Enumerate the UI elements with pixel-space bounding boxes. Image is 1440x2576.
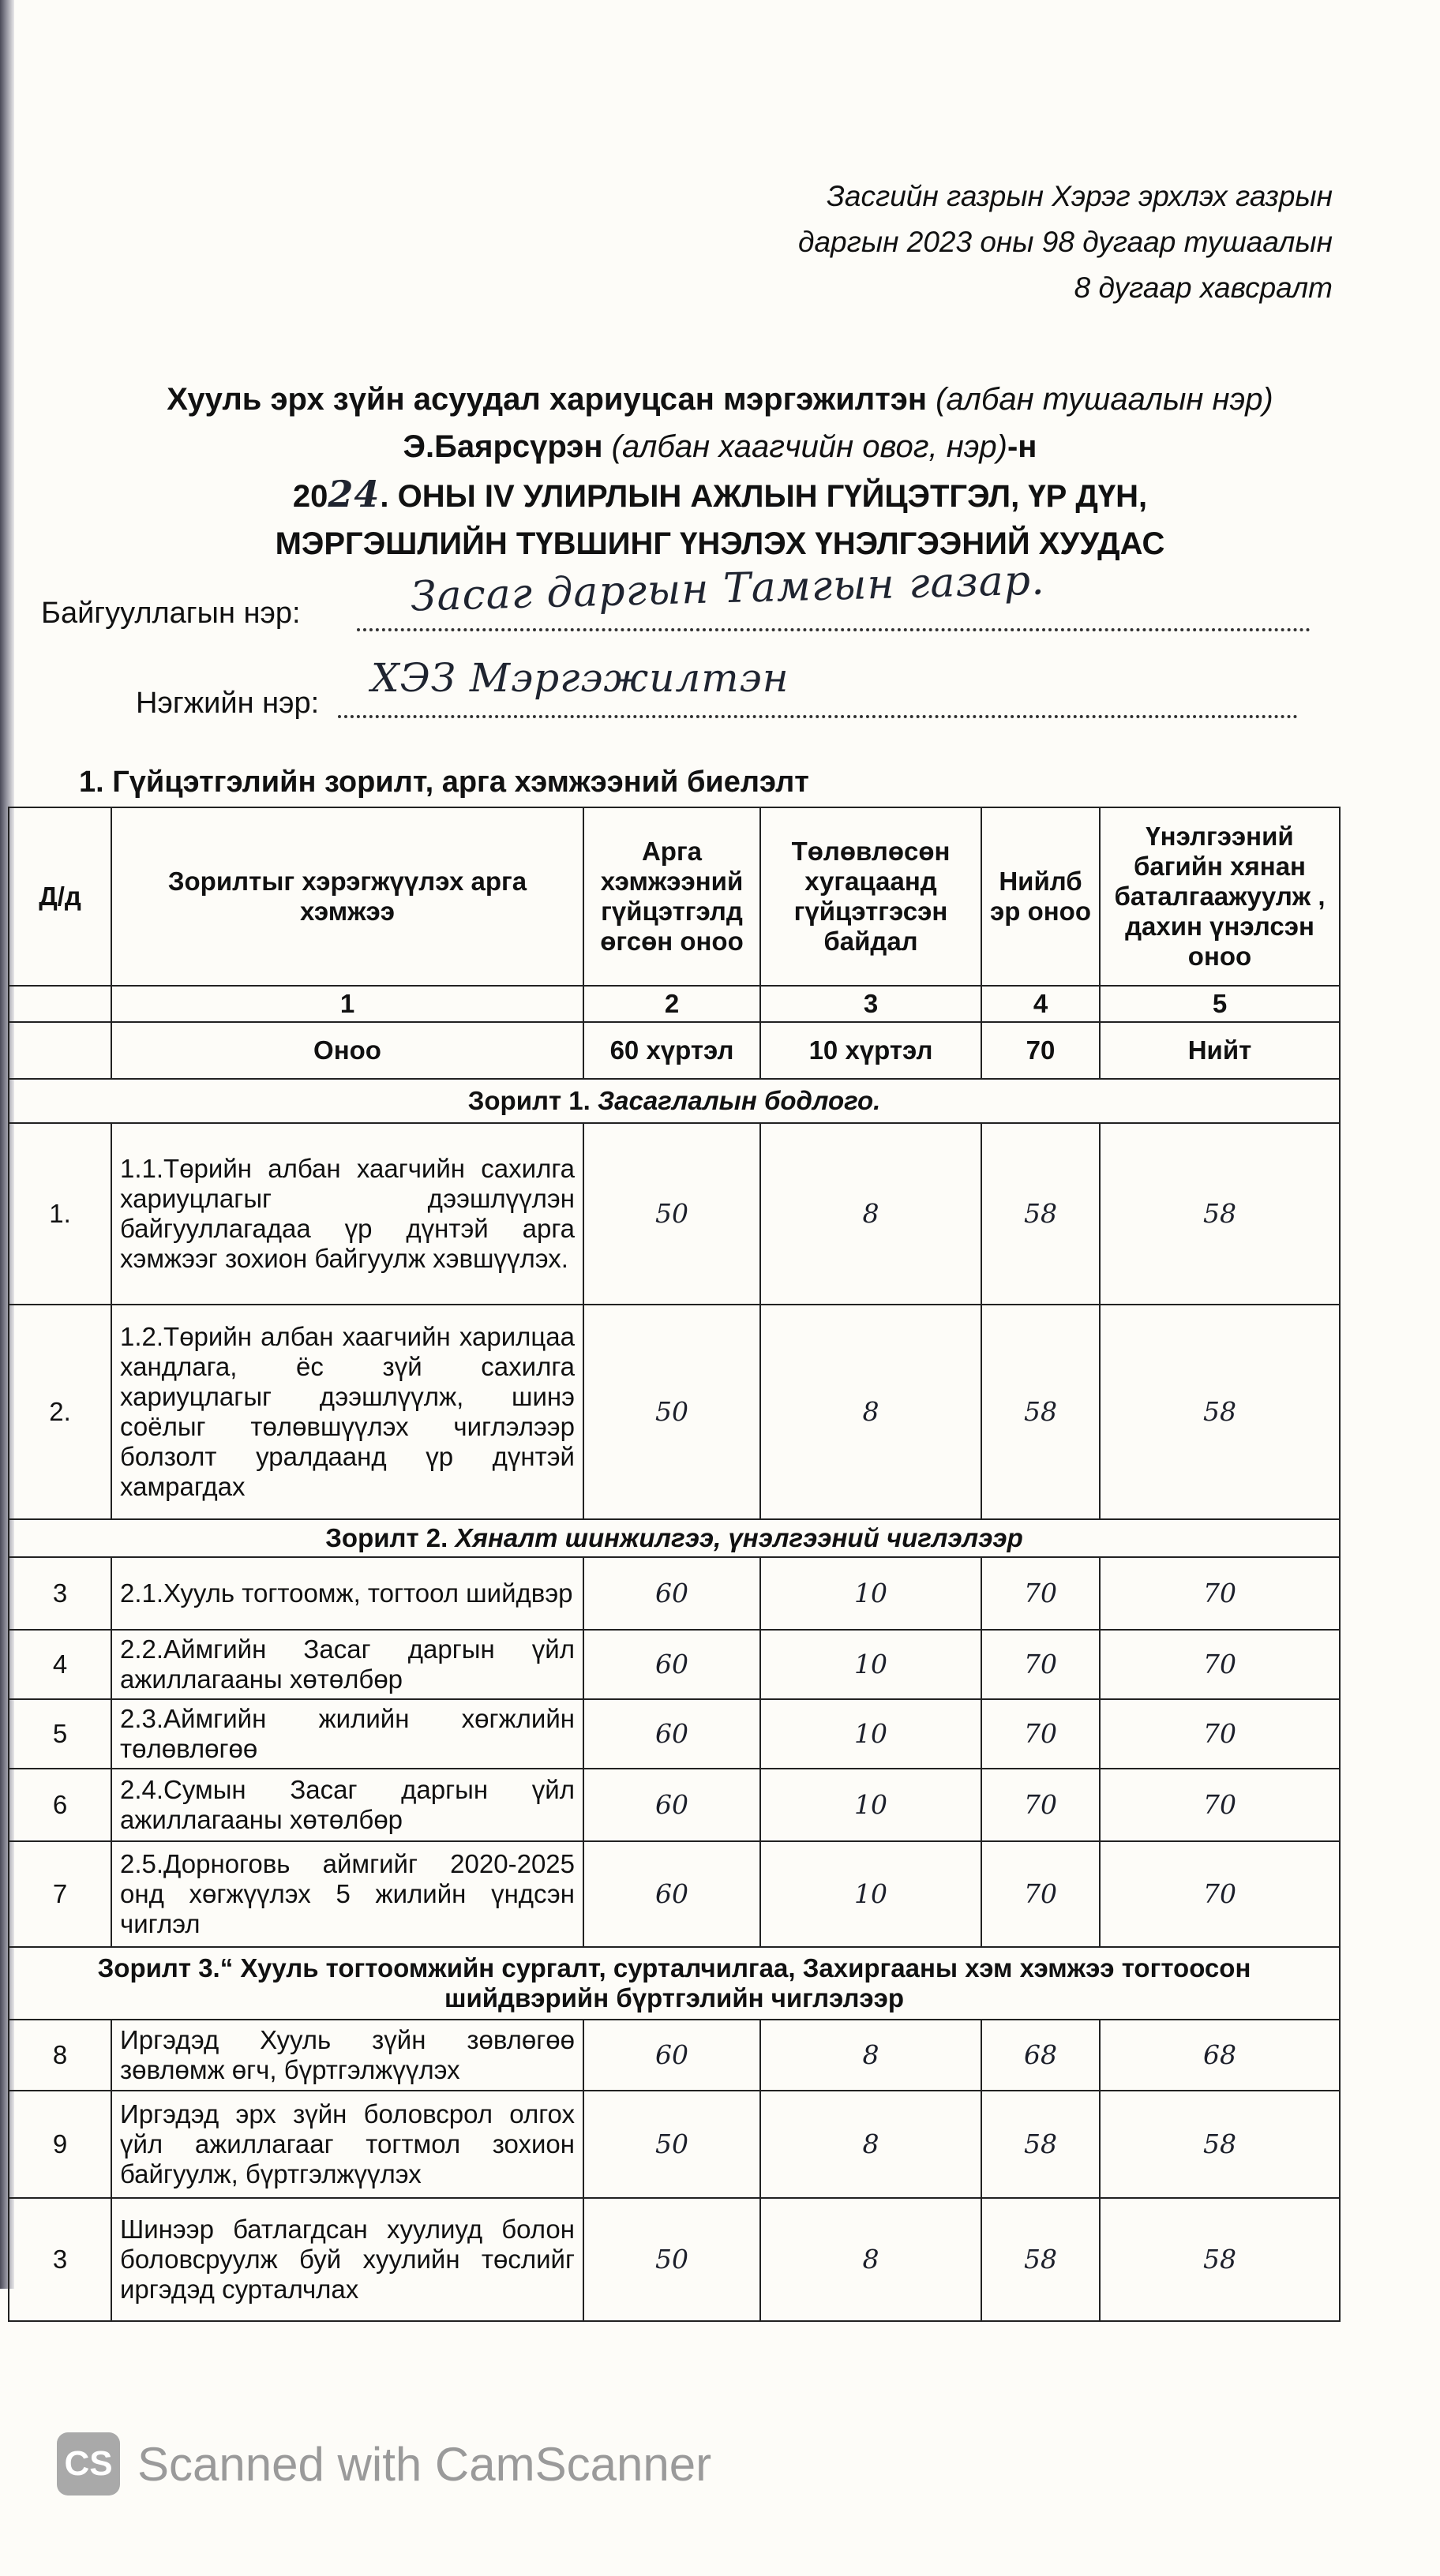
score-task: 60 bbox=[583, 1630, 760, 1699]
employee-note: (албан хаагчийн овог, нэр) bbox=[611, 429, 1007, 464]
row-action: 2.5.Дорноговь аймгийг 2020-2025 онд хөгжүүлэх 5 жилийн үндсэн чиглэл bbox=[111, 1841, 583, 1947]
section-title-italic: Хяналт шинжилгээ, үнэлгээний чиглэлээр bbox=[455, 1523, 1023, 1552]
column-number-row bbox=[9, 986, 1340, 1022]
row-action: 2.2.Аймгийн Засаг даргын үйл ажиллагааны хөтөлбөр bbox=[111, 1630, 583, 1699]
table-row bbox=[9, 1841, 1340, 1947]
annex-reference bbox=[798, 174, 1333, 311]
row-number: 7 bbox=[9, 1841, 111, 1947]
score-total: 58 bbox=[981, 1305, 1100, 1519]
score-task: 50 bbox=[583, 1305, 760, 1519]
section-heading: 1. Гүйцэтгэлийн зорилт, арга хэмжээний биелэлт bbox=[79, 766, 809, 799]
score-total: 70 bbox=[981, 1630, 1100, 1699]
row-number: 2. bbox=[9, 1305, 111, 1519]
annex-line: Засгийн газрын Хэрэг эрхлэх газрын bbox=[827, 180, 1333, 212]
row-number: 1. bbox=[9, 1123, 111, 1305]
column-number: 5 bbox=[1100, 986, 1340, 1022]
header-action: Зорилтыг хэрэгжүүлэх арга хэмжээ bbox=[111, 807, 583, 986]
row-action: 2.3.Аймгийн жилийн хөгжлийн төлөвлөгөө bbox=[111, 1699, 583, 1769]
position-note: (албан тушаалын нэр) bbox=[936, 382, 1273, 417]
unit-dotted-line bbox=[338, 715, 1298, 718]
table-row bbox=[9, 1699, 1340, 1769]
document-title bbox=[0, 376, 1440, 567]
row-number: 6 bbox=[9, 1769, 111, 1841]
empty-cell bbox=[9, 1022, 111, 1079]
score-task: 60 bbox=[583, 2020, 760, 2091]
score-timeliness: 10 bbox=[760, 1769, 981, 1841]
score-task: 60 bbox=[583, 1769, 760, 1841]
table-row bbox=[9, 1630, 1340, 1699]
score-team: 68 bbox=[1100, 2020, 1340, 2091]
camscanner-logo-icon: CS bbox=[57, 2432, 120, 2496]
score-timeliness: 10 bbox=[760, 1841, 981, 1947]
header-col3: Төлөвлөсөн хугацаанд гүйцэтгэсэн байдал bbox=[760, 807, 981, 986]
header-col4: Нийлб эр оноо bbox=[981, 807, 1100, 986]
score-team: 70 bbox=[1100, 1769, 1340, 1841]
score-limit: 10 хүртэл bbox=[760, 1022, 981, 1079]
scanner-watermark bbox=[57, 2432, 711, 2496]
score-total: 58 bbox=[981, 2091, 1100, 2198]
table-row bbox=[9, 1123, 1340, 1305]
table-row bbox=[9, 2091, 1340, 2198]
row-number: 9 bbox=[9, 2091, 111, 2198]
score-label: Оноо bbox=[111, 1022, 583, 1079]
score-task: 50 bbox=[583, 2091, 760, 2198]
position-name: Хууль эрх зүйн асуудал хариуцсан мэргэжилтэн bbox=[167, 382, 928, 417]
row-action: 1.2.Төрийн албан хаагчийн харилцаа хандлага, ёс зүй сахилга хариуцлагыг дээшлүүлж, шинэ соёлыг төлөвшүүлэх чиглэлээр болзолт уралдаанд үр дүнтэй хамрагдах bbox=[111, 1305, 583, 1519]
section-title-plain: Зорилт 1. bbox=[467, 1086, 598, 1115]
score-team: 70 bbox=[1100, 1630, 1340, 1699]
row-action: Иргэдэд эрх зүйн боловсрол олгох үйл ажиллагааг тогтмол зохион байгуулж, бүртгэлжүүлэх bbox=[111, 2091, 583, 2198]
row-action: 2.4.Сумын Засаг даргын үйл ажиллагааны хөтөлбөр bbox=[111, 1769, 583, 1841]
section-title-italic: Засаглалын бодлого. bbox=[597, 1086, 881, 1115]
section-title bbox=[9, 1519, 1340, 1557]
score-team: 58 bbox=[1100, 2198, 1340, 2321]
header-col5: Үнэлгээний багийн хянан баталгаажуулж , дахин үнэлсэн оноо bbox=[1100, 807, 1340, 986]
score-timeliness: 8 bbox=[760, 2020, 981, 2091]
section-title bbox=[9, 1079, 1340, 1123]
score-task: 60 bbox=[583, 1557, 760, 1630]
section-title-plain: Зорилт 3.“ Хууль тогтоомжийн сургалт, сурталчилгаа, Захиргааны хэм хэмжээ тогтоосон шийдвэрийн бүртгэлийн чиглэлээр bbox=[97, 1953, 1251, 2012]
score-total: 58 bbox=[981, 2198, 1100, 2321]
org-label: Байгууллагын нэр: bbox=[41, 597, 301, 630]
score-timeliness: 8 bbox=[760, 1123, 981, 1305]
score-timeliness: 10 bbox=[760, 1630, 981, 1699]
row-action: 2.1.Хууль тогтоомж, тогтоол шийдвэр bbox=[111, 1557, 583, 1630]
score-team: 58 bbox=[1100, 2091, 1340, 2198]
table-row bbox=[9, 2198, 1340, 2321]
score-limit: 70 bbox=[981, 1022, 1100, 1079]
annex-line: даргын 2023 оны 98 дугаар тушаалын bbox=[798, 226, 1333, 258]
section-title-plain: Зорилт 2. bbox=[325, 1523, 456, 1552]
score-limit: Нийт bbox=[1100, 1022, 1340, 1079]
score-task: 60 bbox=[583, 1699, 760, 1769]
row-number: 8 bbox=[9, 2020, 111, 2091]
section-row bbox=[9, 1519, 1340, 1557]
score-team: 70 bbox=[1100, 1557, 1340, 1630]
column-number: 2 bbox=[583, 986, 760, 1022]
score-limit: 60 хүртэл bbox=[583, 1022, 760, 1079]
score-team: 70 bbox=[1100, 1841, 1340, 1947]
section-row bbox=[9, 1947, 1340, 2020]
org-value-handwritten: Засаг даргын Тамгын газар. bbox=[410, 556, 1046, 621]
title-line-period bbox=[0, 470, 1440, 520]
row-number: 5 bbox=[9, 1699, 111, 1769]
row-action: Шинээр батлагдсан хуулиуд болон боловсруулж буй хуулийн төслийг иргэдэд сурталчлах bbox=[111, 2198, 583, 2321]
score-total: 70 bbox=[981, 1769, 1100, 1841]
column-number: 1 bbox=[111, 986, 583, 1022]
year-prefix: 20 bbox=[292, 479, 328, 514]
table-row bbox=[9, 2020, 1340, 2091]
score-timeliness: 10 bbox=[760, 1557, 981, 1630]
header-row bbox=[9, 807, 1340, 986]
row-action: Иргэдэд Хууль зүйн зөвлөгөө зөвлөмж өгч, бүртгэлжүүлэх bbox=[111, 2020, 583, 2091]
title-line-employee bbox=[0, 423, 1440, 470]
employee-suffix: -н bbox=[1007, 429, 1037, 464]
annex-line: 8 дугаар хавсралт bbox=[1074, 271, 1333, 304]
section-row bbox=[9, 1079, 1340, 1123]
employee-name: Э.Баярсүрэн bbox=[403, 429, 603, 464]
table-row bbox=[9, 1557, 1340, 1630]
evaluation-table bbox=[8, 807, 1341, 2322]
empty-cell bbox=[9, 986, 111, 1022]
watermark-text: Scanned with CamScanner bbox=[137, 2437, 712, 2491]
score-total: 70 bbox=[981, 1841, 1100, 1947]
title-line-heading: МЭРГЭШЛИЙН ТҮВШИНГ ҮНЭЛЭХ ҮНЭЛГЭЭНИЙ ХУУДАС bbox=[275, 526, 1165, 561]
score-task: 60 bbox=[583, 1841, 760, 1947]
table-row bbox=[9, 1305, 1340, 1519]
column-number: 4 bbox=[981, 986, 1100, 1022]
score-team: 58 bbox=[1100, 1123, 1340, 1305]
row-action: 1.1.Төрийн албан хаагчийн сахилга хариуцлагыг дээшлүүлэн байгууллагадаа үр дүнтэй арга хэмжээг зохион байгуулж хэвшүүлэх. bbox=[111, 1123, 583, 1305]
score-team: 58 bbox=[1100, 1305, 1340, 1519]
header-no: Д/д bbox=[9, 807, 111, 986]
score-task: 50 bbox=[583, 2198, 760, 2321]
period-text: . ОНЫ IV УЛИРЛЫН АЖЛЫН ГҮЙЦЭТГЭЛ, ҮР ДҮН, bbox=[380, 479, 1148, 514]
score-total: 70 bbox=[981, 1557, 1100, 1630]
row-number: 3 bbox=[9, 2198, 111, 2321]
unit-label: Нэгжийн нэр: bbox=[136, 687, 320, 720]
row-number: 3 bbox=[9, 1557, 111, 1630]
org-dotted-line bbox=[357, 628, 1311, 631]
score-timeliness: 8 bbox=[760, 1305, 981, 1519]
year-handwritten: 24 bbox=[328, 473, 381, 515]
score-timeliness: 8 bbox=[760, 2091, 981, 2198]
score-limit-row bbox=[9, 1022, 1340, 1079]
table-row bbox=[9, 1769, 1340, 1841]
title-line-position bbox=[0, 376, 1440, 423]
score-team: 70 bbox=[1100, 1699, 1340, 1769]
score-total: 70 bbox=[981, 1699, 1100, 1769]
score-timeliness: 10 bbox=[760, 1699, 981, 1769]
row-number: 4 bbox=[9, 1630, 111, 1699]
column-number: 3 bbox=[760, 986, 981, 1022]
score-total: 68 bbox=[981, 2020, 1100, 2091]
section-title bbox=[9, 1947, 1340, 2020]
score-timeliness: 8 bbox=[760, 2198, 981, 2321]
score-task: 50 bbox=[583, 1123, 760, 1305]
score-total: 58 bbox=[981, 1123, 1100, 1305]
header-col2: Арга хэмжээний гүйцэтгэлд өгсөн оноо bbox=[583, 807, 760, 986]
unit-value-handwritten: ХЭЗ Мэргэжилтэн bbox=[371, 655, 789, 701]
